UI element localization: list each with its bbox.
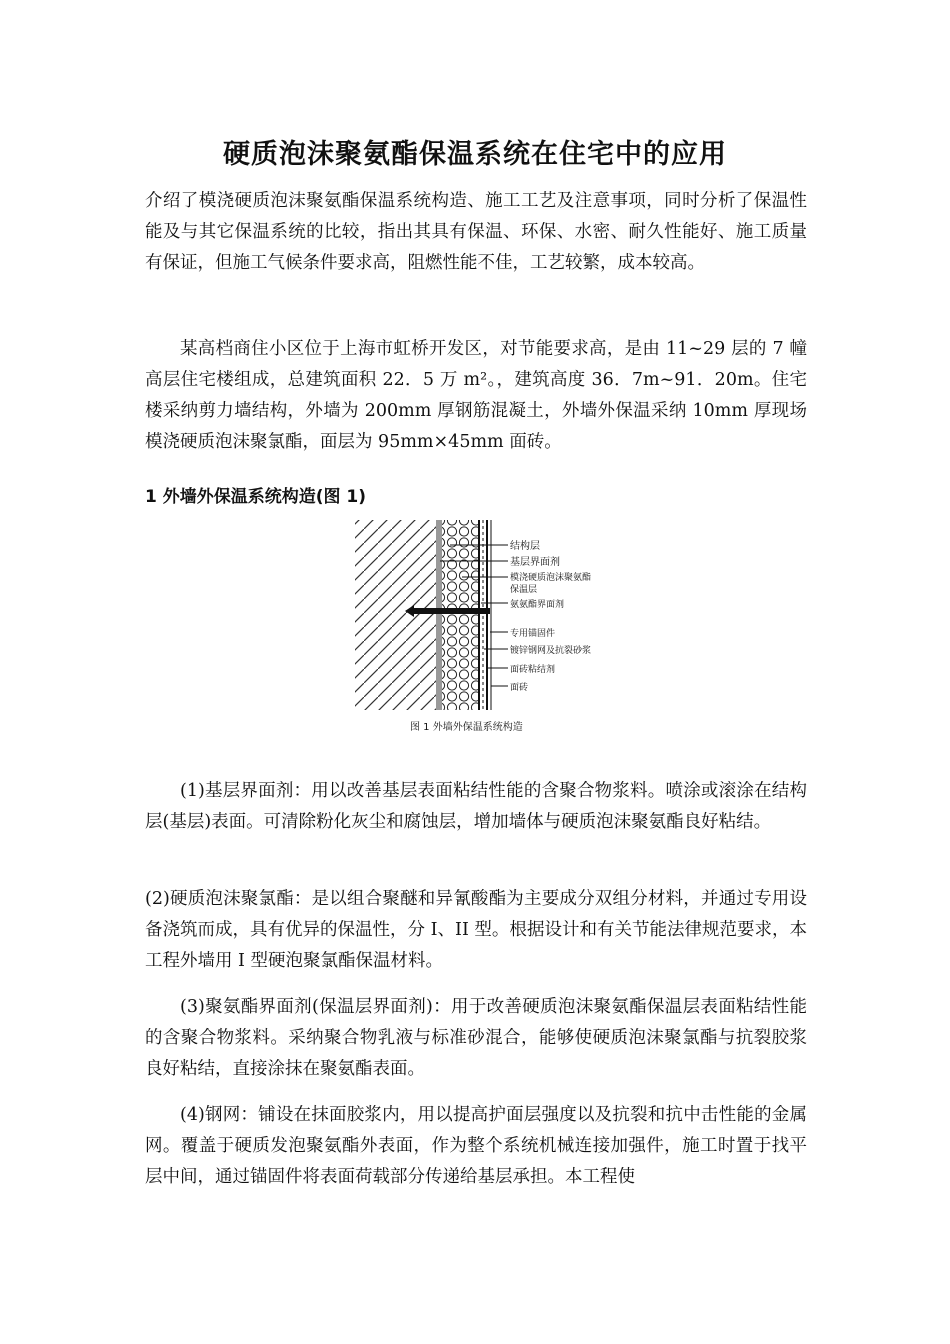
label-structure: 结构层 — [510, 541, 540, 552]
intro-paragraph: 某高档商住小区位于上海市虹桥开发区，对节能要求高，是由 11~29 层的 7 幢高层住宅楼组成，总建筑面积 22．5 万 m²。，建筑高度 36．7m~91．20m。住宅楼采纳剪力墙结构，外墙为 200mm 厚钢筋混凝土，外墙外保温采纳 10mm 厚现场模浇硬质泡沫聚氯酯，面层为 95mm×45mm 面砖。 — [145, 339, 807, 452]
abstract-paragraph: 介绍了模浇硬质泡沫聚氨酯保温系统构造、施工工艺及注意事项，同时分析了保温性能及与其它保温系统的比较，指出其具有保温、环保、水密、耐久性能好、施工质量有保证，但施工气候条件要求高，阻燃性能不佳，工艺较繁，成本较高。 — [145, 191, 807, 273]
page-title: 硬质泡沫聚氨酯保温系统在住宅中的应用 — [223, 139, 727, 170]
label-mesh: 镀锌钢网及抗裂砂浆 — [510, 646, 592, 656]
label-anchor: 专用锚固件 — [510, 629, 556, 639]
label-insulation: 保温层 — [510, 585, 538, 595]
section-heading: 1 外墙外保温系统构造(图 1) — [145, 487, 367, 507]
label-tile-adhesive: 面砖粘结剂 — [510, 665, 556, 675]
figure-caption: 图 1 外墙外保温系统构造 — [410, 722, 523, 733]
anchor-icon — [410, 608, 490, 614]
wall-insulation-figure — [350, 515, 600, 745]
item-paragraph-2: (2)硬质泡沫聚氯酯：是以组合聚醚和异氰酸酯为主要成分双组分材料，并通过专用设备浇筑而成，具有优异的保温性，分 I、II 型。根据设计和有关节能法律规范要求，本工程外墙用 I 型硬泡聚氯酯保温材料。 — [145, 889, 807, 971]
label-foam: 模浇硬质泡沫聚氨酯 — [510, 573, 592, 583]
label-tile: 面砖 — [510, 683, 529, 693]
base-interface-layer — [436, 520, 442, 710]
wall-diagram — [350, 515, 600, 745]
foam-insulation-layer — [442, 520, 478, 710]
item-paragraph-1: (1)基层界面剂：用以改善基层表面粘结性能的含聚合物浆料。喷涂或滚涂在结构层(基层)表面。可清除粉化灰尘和腐蚀层，增加墙体与硬质泡沫聚氨酯良好粘结。 — [145, 781, 807, 832]
item-paragraph-3: (3)聚氨酯界面剂(保温层界面剂)：用于改善硬质泡沫聚氨酯保温层表面粘结性能的含聚合物浆料。采纳聚合物乳液与标准砂混合，能够使硬质泡沫聚氯酯与抗裂胶浆良好粘结，直接涂抹在聚氨酯表面。 — [145, 997, 807, 1079]
label-base-interface: 基层界面剂 — [510, 557, 560, 568]
label-pu-interface: 氨氨酯界面剂 — [510, 600, 565, 610]
structure-layer — [355, 520, 437, 710]
item-paragraph-4: (4)钢网：铺设在抹面胶浆内，用以提高护面层强度以及抗裂和抗中击性能的金属网。覆盖于硬质发泡聚氨酯外表面，作为整个系统机械连接加强件，施工时置于找平层中间，通过锚固件将表面荷载部分传递给基层承担。本工程使 — [145, 1105, 807, 1187]
